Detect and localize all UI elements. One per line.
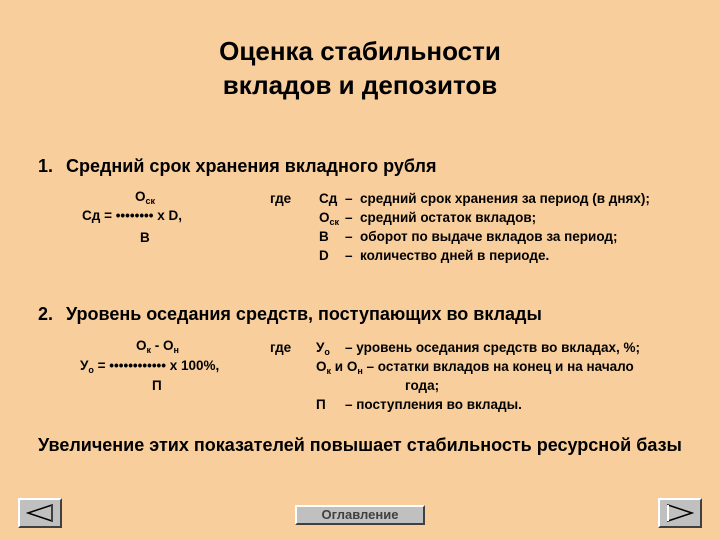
def-sym: D [319, 248, 329, 263]
def-dash: – [345, 229, 353, 244]
def-text-continued: года; [405, 378, 440, 393]
toc-button[interactable]: Оглавление [295, 505, 425, 525]
def-text: средний остаток вкладов; [360, 210, 537, 225]
prev-slide-button[interactable] [18, 498, 62, 528]
def-text: – поступления во вклады. [345, 397, 522, 412]
def-text: количество дней в периоде. [360, 248, 550, 263]
def-dash: – [345, 210, 353, 225]
section-2-heading [38, 304, 542, 325]
def-sym: $У_о$ [316, 340, 330, 357]
formula-2-numerator: $О_к - О_н$ [136, 338, 179, 355]
section-1-heading-text: Средний срок хранения вкладного рубля [66, 156, 437, 176]
formula-1-main: Сд = •••••••• х D, [82, 208, 183, 223]
def-sym: В [319, 229, 329, 244]
formula-1-denominator: В [140, 230, 150, 245]
def-dash: – [345, 191, 353, 206]
def-text: средний срок хранения за период (в днях); [360, 191, 650, 206]
title-line-1: Оценка стабильности [219, 36, 501, 66]
title-line-2: вкладов и депозитов [222, 70, 498, 100]
def-text: оборот по выдаче вкладов за период; [360, 229, 618, 244]
section-1-where: где [270, 191, 292, 206]
def-sym: П [316, 397, 326, 412]
conclusion-text: Увеличение этих показателей повышает стабильность ресурсной базы [38, 435, 682, 455]
def-sym: $О_{ск}$ [319, 210, 340, 227]
def-text: – уровень оседания средств во вкладах, %; [345, 340, 640, 355]
formula-2-denominator: П [152, 378, 162, 393]
formula-2-main: $У_о$ = •••••••••••• х 100%, [80, 358, 220, 375]
def-dash: – [345, 248, 353, 263]
section-1-number: 1. [38, 156, 54, 176]
def-sym: Сд [319, 191, 338, 206]
next-slide-button[interactable] [658, 498, 702, 528]
section-2-number: 2. [38, 304, 54, 324]
arrow-left-icon [26, 504, 54, 522]
section-1-heading [38, 156, 436, 177]
section-2-heading-text: Уровень оседания средств, поступающих во вклады [66, 304, 542, 324]
section-2-where: где [270, 340, 292, 355]
def-text: $О_к$ и $О_н$ – остатки вкладов на конец и на начало [316, 359, 634, 376]
arrow-right-icon [666, 504, 694, 522]
slide-title [0, 34, 720, 102]
formula-1-numerator: $О_{ск}$ [135, 189, 156, 206]
